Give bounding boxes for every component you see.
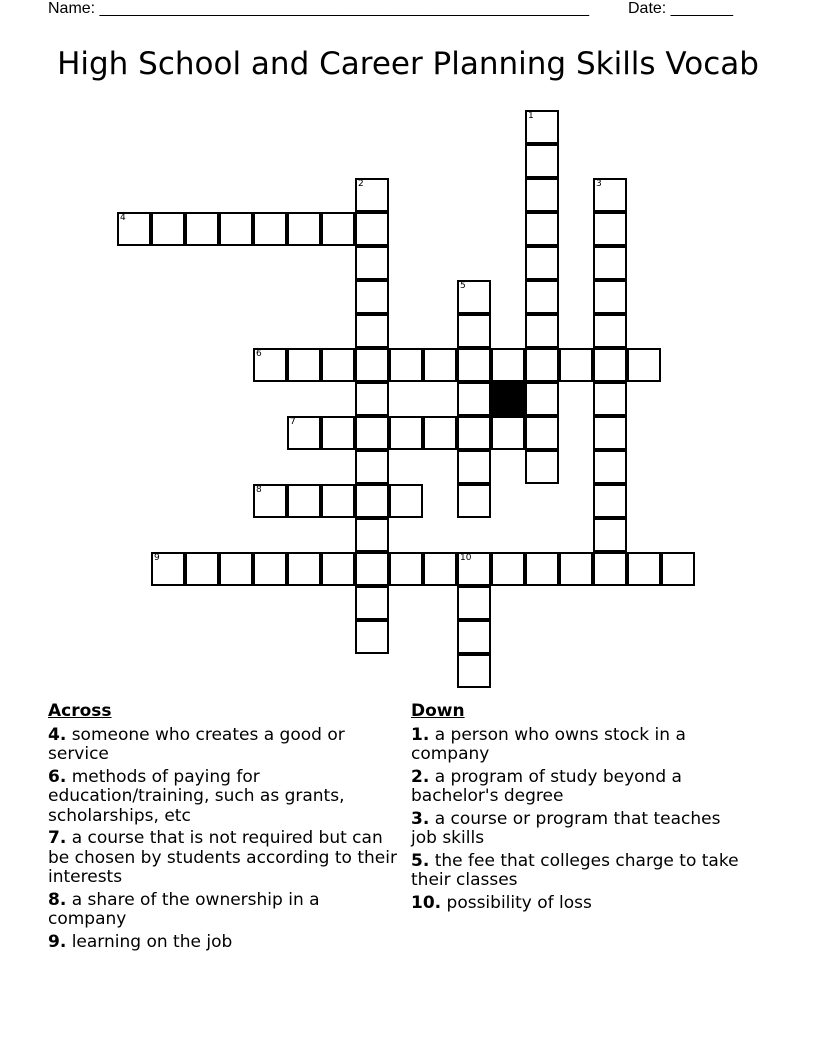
clue-number: 3.	[411, 808, 430, 829]
crossword-cell[interactable]	[593, 280, 627, 314]
crossword-cell[interactable]	[355, 586, 389, 620]
date-field-label: Date: _______	[628, 0, 733, 17]
crossword-cell[interactable]	[355, 382, 389, 416]
cell-number: 1	[528, 111, 534, 121]
clue-text: the fee that colleges charge to take their classes	[411, 850, 739, 890]
crossword-cell[interactable]	[525, 178, 559, 212]
clue-number: 4.	[48, 724, 67, 745]
clue-number: 5.	[411, 850, 430, 871]
clue-down	[411, 810, 751, 849]
clue-across	[48, 726, 403, 765]
crossword-cell[interactable]	[321, 416, 355, 450]
crossword-cell[interactable]	[525, 416, 559, 450]
clue-number: 1.	[411, 724, 430, 745]
crossword-cell[interactable]	[389, 552, 423, 586]
clue-text: a program of study beyond a bachelor's degree	[411, 766, 682, 806]
clue-text: a person who owns stock in a company	[411, 724, 686, 764]
crossword-cell[interactable]	[355, 518, 389, 552]
cell-number: 5	[460, 281, 466, 291]
crossword-cell[interactable]	[593, 416, 627, 450]
clue-across	[48, 829, 403, 888]
blocked-cell	[491, 382, 525, 416]
crossword-cell[interactable]	[457, 280, 491, 314]
clue-number: 8.	[48, 889, 67, 910]
clue-across	[48, 933, 403, 953]
crossword-cell[interactable]	[355, 450, 389, 484]
clue-down	[411, 726, 751, 765]
crossword-cell[interactable]	[355, 178, 389, 212]
crossword-cell[interactable]	[287, 348, 321, 382]
crossword-cell[interactable]	[593, 518, 627, 552]
clue-down	[411, 768, 751, 807]
crossword-cell[interactable]	[491, 552, 525, 586]
clue-number: 7.	[48, 828, 67, 848]
cell-number: 10	[460, 553, 472, 563]
crossword-cell[interactable]	[287, 212, 321, 246]
crossword-cell[interactable]	[253, 552, 287, 586]
crossword-cell[interactable]	[389, 348, 423, 382]
crossword-cell[interactable]	[457, 552, 491, 586]
crossword-cell[interactable]	[593, 212, 627, 246]
crossword-cell[interactable]	[287, 552, 321, 586]
clue-across	[48, 891, 403, 930]
clue-number: 9.	[48, 931, 67, 952]
crossword-cell[interactable]	[151, 552, 185, 586]
down-clues	[411, 702, 751, 916]
crossword-cell[interactable]	[491, 416, 525, 450]
crossword-cell[interactable]	[457, 382, 491, 416]
crossword-cell[interactable]	[117, 212, 151, 246]
crossword-cell[interactable]	[593, 484, 627, 518]
crossword-cell[interactable]	[355, 484, 389, 518]
crossword-cell[interactable]	[355, 246, 389, 280]
crossword-cell[interactable]	[525, 144, 559, 178]
crossword-cell[interactable]	[457, 348, 491, 382]
crossword-cell[interactable]	[593, 382, 627, 416]
cell-number: 6	[256, 349, 262, 359]
crossword-cell[interactable]	[253, 348, 287, 382]
cell-number: 3	[596, 179, 602, 189]
clue-across	[48, 768, 403, 827]
crossword-cell[interactable]	[457, 484, 491, 518]
name-field-label: Name: _______________________________________________________	[48, 0, 589, 17]
across-heading: Across	[48, 701, 112, 721]
crossword-cell[interactable]	[321, 348, 355, 382]
crossword-cell[interactable]	[389, 484, 423, 518]
crossword-cell[interactable]	[423, 552, 457, 586]
clue-down	[411, 894, 751, 914]
crossword-cell[interactable]	[559, 552, 593, 586]
crossword-cell[interactable]	[525, 552, 559, 586]
clue-number: 6.	[48, 766, 67, 787]
crossword-cell[interactable]	[661, 552, 695, 586]
cell-number: 7	[290, 417, 296, 427]
crossword-cell[interactable]	[593, 348, 627, 382]
cell-number: 9	[154, 553, 160, 563]
clue-text: possibility of loss	[446, 892, 592, 913]
crossword-cell[interactable]	[457, 586, 491, 620]
crossword-cell[interactable]	[355, 348, 389, 382]
clue-text: methods of paying for education/training, such as grants, scholarships, etc	[48, 766, 345, 826]
crossword-cell[interactable]	[593, 552, 627, 586]
across-clues	[48, 702, 403, 955]
crossword-cell[interactable]	[491, 348, 525, 382]
crossword-cell[interactable]	[287, 416, 321, 450]
crossword-cell[interactable]	[389, 416, 423, 450]
crossword-cell[interactable]	[593, 246, 627, 280]
clue-number: 10.	[411, 892, 442, 913]
crossword-cell[interactable]	[355, 280, 389, 314]
crossword-cell[interactable]	[185, 212, 219, 246]
crossword-cell[interactable]	[457, 450, 491, 484]
crossword-cell[interactable]	[525, 110, 559, 144]
crossword-cell[interactable]	[287, 484, 321, 518]
clue-text: a course that is not required but can be chosen by students according to their interests	[48, 828, 397, 887]
clue-text: learning on the job	[71, 931, 233, 952]
page-title: High School and Career Planning Skills Vocab	[57, 46, 759, 82]
clue-down	[411, 852, 751, 891]
crossword-cell[interactable]	[219, 552, 253, 586]
crossword-cell[interactable]	[593, 178, 627, 212]
crossword-cell[interactable]	[151, 212, 185, 246]
crossword-cell[interactable]	[593, 450, 627, 484]
crossword-cell[interactable]	[525, 212, 559, 246]
crossword-cell[interactable]	[525, 450, 559, 484]
down-heading: Down	[411, 701, 465, 721]
crossword-cell[interactable]	[457, 416, 491, 450]
crossword-cell[interactable]	[559, 348, 593, 382]
clue-text: a course or program that teaches job skills	[411, 808, 721, 848]
clue-text: someone who creates a good or service	[48, 724, 345, 764]
crossword-cell[interactable]	[525, 348, 559, 382]
clue-text: a share of the ownership in a company	[48, 889, 320, 929]
down-clue-list	[411, 726, 751, 914]
crossword-cell[interactable]	[525, 280, 559, 314]
crossword-cell[interactable]	[423, 348, 457, 382]
cell-number: 2	[358, 179, 364, 189]
crossword-cell[interactable]	[525, 246, 559, 280]
crossword-cell[interactable]	[321, 552, 355, 586]
crossword-cell[interactable]	[627, 348, 661, 382]
crossword-cell[interactable]	[457, 654, 491, 688]
crossword-cell[interactable]	[253, 212, 287, 246]
crossword-cell[interactable]	[185, 552, 219, 586]
crossword-cell[interactable]	[355, 314, 389, 348]
crossword-cell[interactable]	[321, 484, 355, 518]
cell-number: 8	[256, 485, 262, 495]
crossword-cell[interactable]	[219, 212, 253, 246]
crossword-cell[interactable]	[355, 552, 389, 586]
crossword-cell[interactable]	[355, 212, 389, 246]
crossword-cell[interactable]	[423, 416, 457, 450]
across-clue-list	[48, 726, 403, 953]
crossword-cell[interactable]	[321, 212, 355, 246]
crossword-cell[interactable]	[457, 314, 491, 348]
crossword-cell[interactable]	[355, 416, 389, 450]
crossword-cell[interactable]	[627, 552, 661, 586]
crossword-cell[interactable]	[457, 620, 491, 654]
clue-number: 2.	[411, 766, 430, 787]
crossword-cell[interactable]	[355, 620, 389, 654]
crossword-cell[interactable]	[525, 314, 559, 348]
crossword-cell[interactable]	[253, 484, 287, 518]
cell-number: 4	[120, 213, 126, 223]
crossword-cell[interactable]	[525, 382, 559, 416]
crossword-cell[interactable]	[593, 314, 627, 348]
